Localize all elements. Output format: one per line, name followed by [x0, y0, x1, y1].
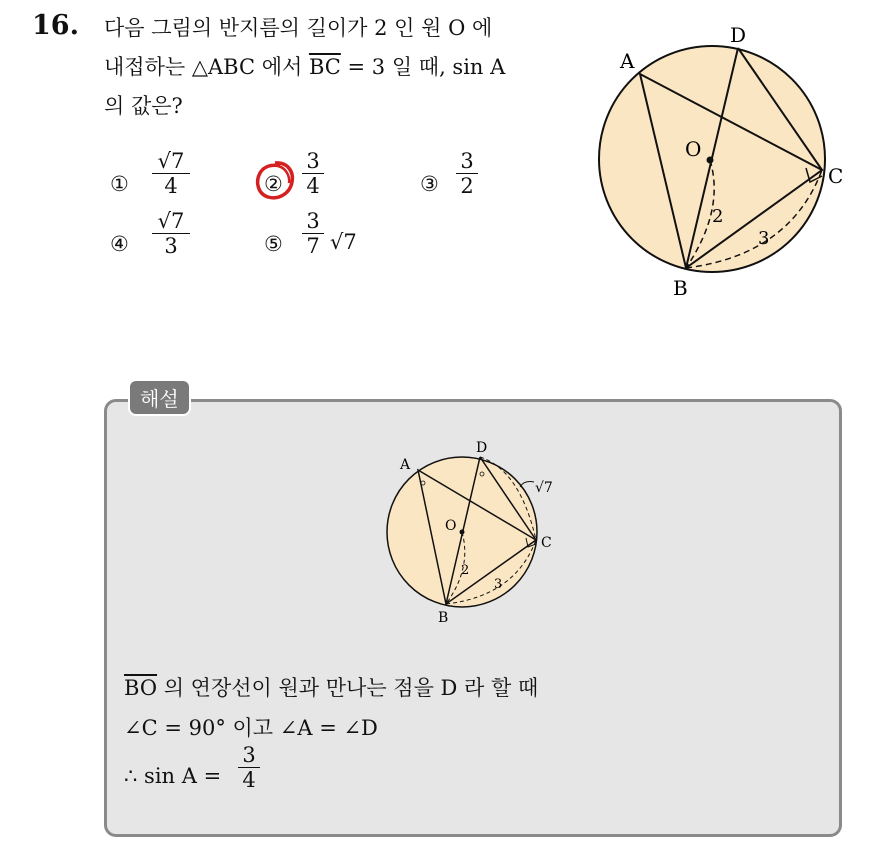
solution-denominator: 4 — [242, 768, 256, 793]
circle-triangle-figure — [590, 18, 860, 308]
solution-line-1 — [124, 672, 538, 702]
choice-3-numerator: 3 — [460, 149, 474, 173]
choice-2-numerator: 3 — [306, 149, 320, 173]
choice-5-mark[interactable]: ⑤ — [264, 232, 283, 256]
choice-5-numerator: 3 — [306, 209, 320, 233]
choice-5-denominator: 7 — [306, 234, 320, 259]
label-c: C — [828, 164, 844, 188]
question-line-2-pre: 내접하는 △ABC 에서 — [104, 55, 309, 79]
choice-4-denominator: 3 — [164, 234, 178, 259]
solution-label-o: O — [445, 518, 457, 534]
solution-label-radius: 2 — [461, 563, 470, 578]
choice-3-mark[interactable]: ③ — [420, 172, 439, 196]
choice-3-fraction[interactable] — [456, 150, 478, 197]
choice-1-fraction[interactable] — [152, 150, 190, 197]
label-d: D — [730, 23, 747, 47]
label-a: A — [620, 49, 635, 73]
choice-3-denominator: 2 — [460, 174, 474, 199]
segment-bc: $\overline{BC}$ — [308, 55, 341, 79]
solution-line-2: ∠C = 90° 이고 ∠A = ∠D — [124, 716, 378, 740]
solution-numerator: 3 — [242, 743, 256, 767]
solution-label-a: A — [400, 457, 411, 473]
label-b: B — [673, 276, 688, 300]
choice-5-suffix: √7 — [330, 230, 357, 254]
question-line-3: 의 값은? — [104, 94, 183, 118]
choice-4-fraction[interactable] — [152, 210, 190, 257]
solution-label-b: B — [438, 610, 449, 626]
label-radius: 2 — [712, 206, 724, 227]
question-number: 16. — [32, 10, 79, 41]
label-o: O — [685, 137, 702, 161]
selected-circle-mark — [252, 158, 298, 204]
choice-1-mark[interactable]: ① — [110, 172, 129, 196]
solution-figure — [384, 438, 564, 628]
segment-bo: $\overline{BO}$ — [124, 676, 158, 700]
choice-1-numerator: √7 — [157, 149, 185, 173]
solution-tag: 해설 — [128, 379, 191, 416]
choice-2-fraction[interactable] — [302, 150, 324, 197]
question-line-1: 다음 그림의 반지름의 길이가 2 인 원 O 에 — [104, 16, 493, 40]
solution-line-1-rest: 의 연장선이 원과 만나는 점을 D 라 할 때 — [157, 676, 539, 700]
choice-4-mark[interactable]: ④ — [110, 232, 129, 256]
solution-label-d: D — [476, 440, 488, 456]
choice-5-fraction[interactable] — [302, 210, 324, 257]
solution-label-sqrt7: √7 — [535, 480, 553, 496]
question-line-2 — [104, 51, 505, 81]
choice-2-mark[interactable]: ② — [264, 172, 283, 196]
choice-2-denominator: 4 — [306, 174, 320, 199]
choice-4-numerator: √7 — [157, 209, 185, 233]
solution-fraction — [238, 744, 260, 791]
question-line-2-post: = 3 일 때, sin A — [340, 55, 506, 79]
label-bc-length: 3 — [758, 228, 770, 249]
choice-1-denominator: 4 — [164, 174, 178, 199]
solution-label-bc: 3 — [494, 577, 503, 592]
solution-line-3 — [124, 764, 221, 788]
solution-label-c: C — [541, 535, 552, 551]
solution-line-3-pre: ∴ sin A = — [124, 764, 222, 788]
